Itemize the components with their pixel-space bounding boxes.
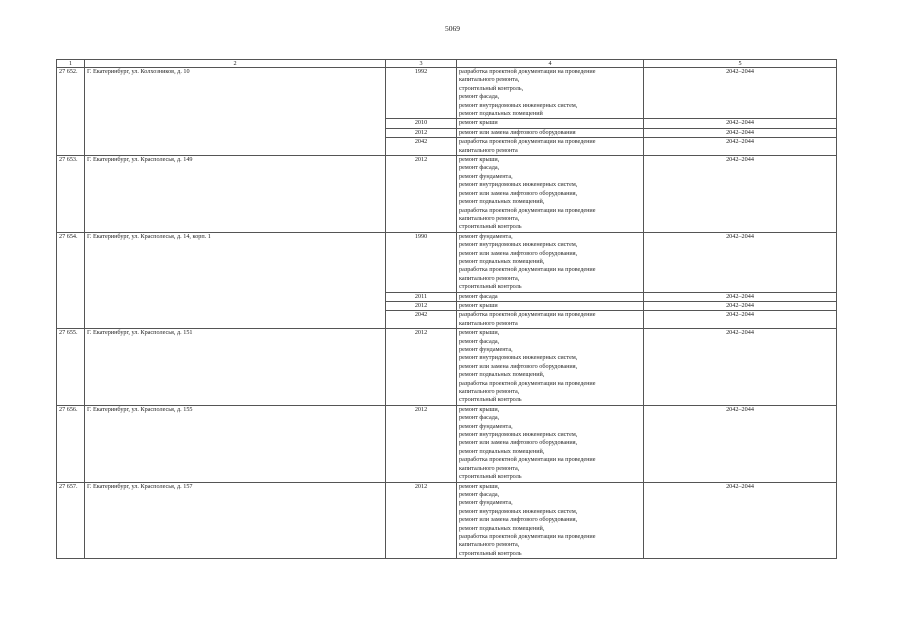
record-number: 27 652.	[57, 68, 85, 156]
work-item: ремонт подвальных помещений	[459, 110, 543, 118]
period-cell: 2042–2044	[644, 119, 837, 128]
works-cell	[457, 482, 644, 559]
work-item: разработка проектной документации на проведение	[459, 379, 596, 387]
page-number: 5069	[445, 24, 460, 33]
year-cell: 2012	[386, 301, 457, 310]
year-cell: 1990	[386, 232, 457, 292]
period-cell: 2042–2044	[644, 68, 837, 119]
year-cell: 2010	[386, 119, 457, 128]
year-cell: 2012	[386, 156, 457, 233]
work-item: разработка проектной документации на проведение	[459, 311, 596, 319]
address-cell: Г. Екатеринбург, ул. Красполесья, д. 151	[85, 329, 386, 406]
work-item: ремонт фундамента,	[459, 172, 513, 180]
works-cell	[457, 128, 644, 137]
work-item: капитального ремонта,	[459, 76, 520, 84]
work-item: разработка проектной документации на проведение	[459, 138, 596, 146]
table-row	[57, 482, 837, 559]
period-cell: 2042–2044	[644, 128, 837, 137]
work-item: ремонт крыши,	[459, 156, 500, 164]
column-header: 5	[644, 60, 837, 68]
period-cell: 2042–2044	[644, 138, 837, 156]
work-item: разработка проектной документации на проведение	[459, 68, 596, 75]
period-cell: 2042–2044	[644, 482, 837, 559]
record-number: 27 657.	[57, 482, 85, 559]
work-item: строительный контроль	[459, 223, 522, 231]
work-item: ремонт подвальных помещений,	[459, 198, 545, 206]
work-item: ремонт фундамента,	[459, 422, 513, 430]
year-cell: 2011	[386, 292, 457, 301]
address-cell: Г. Екатеринбург, ул. Колхозников, д. 10	[85, 68, 386, 156]
work-item: капитального ремонта,	[459, 274, 520, 282]
works-cell	[457, 138, 644, 156]
work-item: ремонт внутридомовых инженерных систем,	[459, 507, 578, 515]
work-item: ремонт или замена лифтового оборудования,	[459, 249, 578, 257]
work-item: ремонт внутридомовых инженерных систем,	[459, 101, 578, 109]
period-cell: 2042–2044	[644, 301, 837, 310]
work-item: капитального ремонта,	[459, 541, 520, 549]
works-cell	[457, 68, 644, 119]
year-cell: 2012	[386, 405, 457, 482]
table-row	[57, 232, 837, 292]
work-item: ремонт крыши,	[459, 482, 500, 490]
work-item: ремонт фасада,	[459, 414, 500, 422]
record-number: 27 653.	[57, 156, 85, 233]
work-item: капитального ремонта	[459, 146, 518, 154]
column-header: 3	[386, 60, 457, 68]
work-item: ремонт крыши	[459, 301, 498, 309]
work-item: ремонт подвальных помещений,	[459, 257, 545, 265]
work-item: капитального ремонта,	[459, 464, 520, 472]
address-cell: Г. Екатеринбург, ул. Красполесья, д. 157	[85, 482, 386, 559]
work-item: разработка проектной документации на проведение	[459, 532, 596, 540]
work-item: ремонт фасада	[459, 292, 498, 300]
work-item: строительный контроль	[459, 283, 522, 291]
column-header: 2	[85, 60, 386, 68]
work-item: строительный контроль	[459, 473, 522, 481]
work-item: ремонт фундамента,	[459, 346, 513, 353]
table-header-row	[57, 60, 837, 68]
table-row	[57, 156, 837, 233]
work-item: ремонт фундамента,	[459, 499, 513, 507]
record-number: 27 656.	[57, 405, 85, 482]
work-item: ремонт внутридомовых инженерных систем,	[459, 354, 578, 362]
work-item: ремонт внутридомовых инженерных систем,	[459, 431, 578, 439]
work-item: капитального ремонта,	[459, 214, 520, 222]
work-item: ремонт внутридомовых инженерных систем,	[459, 181, 578, 189]
works-cell	[457, 292, 644, 301]
year-cell: 2012	[386, 482, 457, 559]
work-item: капитального ремонта	[459, 319, 518, 327]
year-cell: 2012	[386, 128, 457, 137]
work-item: ремонт или замена лифтового оборудования,	[459, 439, 578, 447]
period-cell: 2042–2044	[644, 292, 837, 301]
work-item: ремонт подвальных помещений,	[459, 447, 545, 455]
work-item: строительный контроль,	[459, 84, 524, 92]
column-header: 1	[57, 60, 85, 68]
work-item: ремонт фасада,	[459, 337, 500, 345]
period-cell: 2042–2044	[644, 311, 837, 329]
work-item: ремонт фасада,	[459, 164, 500, 172]
works-cell	[457, 329, 644, 406]
address-cell: Г. Екатеринбург, ул. Красполесья, д. 155	[85, 405, 386, 482]
works-cell	[457, 232, 644, 292]
record-number: 27 655.	[57, 329, 85, 406]
work-item: ремонт подвальных помещений,	[459, 524, 545, 532]
column-header: 4	[457, 60, 644, 68]
work-item: ремонт подвальных помещений,	[459, 371, 545, 379]
works-cell	[457, 405, 644, 482]
work-item: строительный контроль	[459, 549, 522, 557]
work-item: ремонт крыши	[459, 119, 498, 127]
year-cell: 2042	[386, 138, 457, 156]
table-row	[57, 68, 837, 119]
work-item: ремонт фасада,	[459, 490, 500, 498]
works-cell	[457, 311, 644, 329]
work-item: ремонт или замена лифтового оборудования,	[459, 362, 578, 370]
period-cell: 2042–2044	[644, 232, 837, 292]
work-item: капитального ремонта,	[459, 388, 520, 396]
work-item: разработка проектной документации на проведение	[459, 206, 596, 214]
table-row	[57, 329, 837, 406]
repair-schedule-table	[56, 59, 837, 559]
work-item: разработка проектной документации на проведение	[459, 266, 596, 274]
work-item: ремонт или замена лифтового оборудования,	[459, 516, 578, 524]
period-cell: 2042–2044	[644, 156, 837, 233]
work-item: строительный контроль	[459, 396, 522, 404]
works-cell	[457, 156, 644, 233]
work-item: ремонт крыши,	[459, 329, 500, 337]
address-cell: Г. Екатеринбург, ул. Красполесья, д. 149	[85, 156, 386, 233]
work-item: разработка проектной документации на проведение	[459, 456, 596, 464]
record-number: 27 654.	[57, 232, 85, 328]
year-cell: 1992	[386, 68, 457, 119]
works-cell	[457, 119, 644, 128]
work-item: ремонт или замена лифтового оборудования,	[459, 189, 578, 197]
table-row	[57, 405, 837, 482]
period-cell: 2042–2044	[644, 405, 837, 482]
work-item: ремонт внутридомовых инженерных систем,	[459, 241, 578, 249]
address-cell: Г. Екатеринбург, ул. Красполесья, д. 14, корп. 1	[85, 232, 386, 328]
work-item: ремонт фасада,	[459, 93, 500, 101]
works-cell	[457, 301, 644, 310]
year-cell: 2042	[386, 311, 457, 329]
work-item: ремонт или замена лифтового оборудования	[459, 128, 576, 136]
year-cell: 2012	[386, 329, 457, 406]
work-item: ремонт фундамента,	[459, 232, 513, 240]
work-item: ремонт крыши,	[459, 405, 500, 413]
period-cell: 2042–2044	[644, 329, 837, 406]
